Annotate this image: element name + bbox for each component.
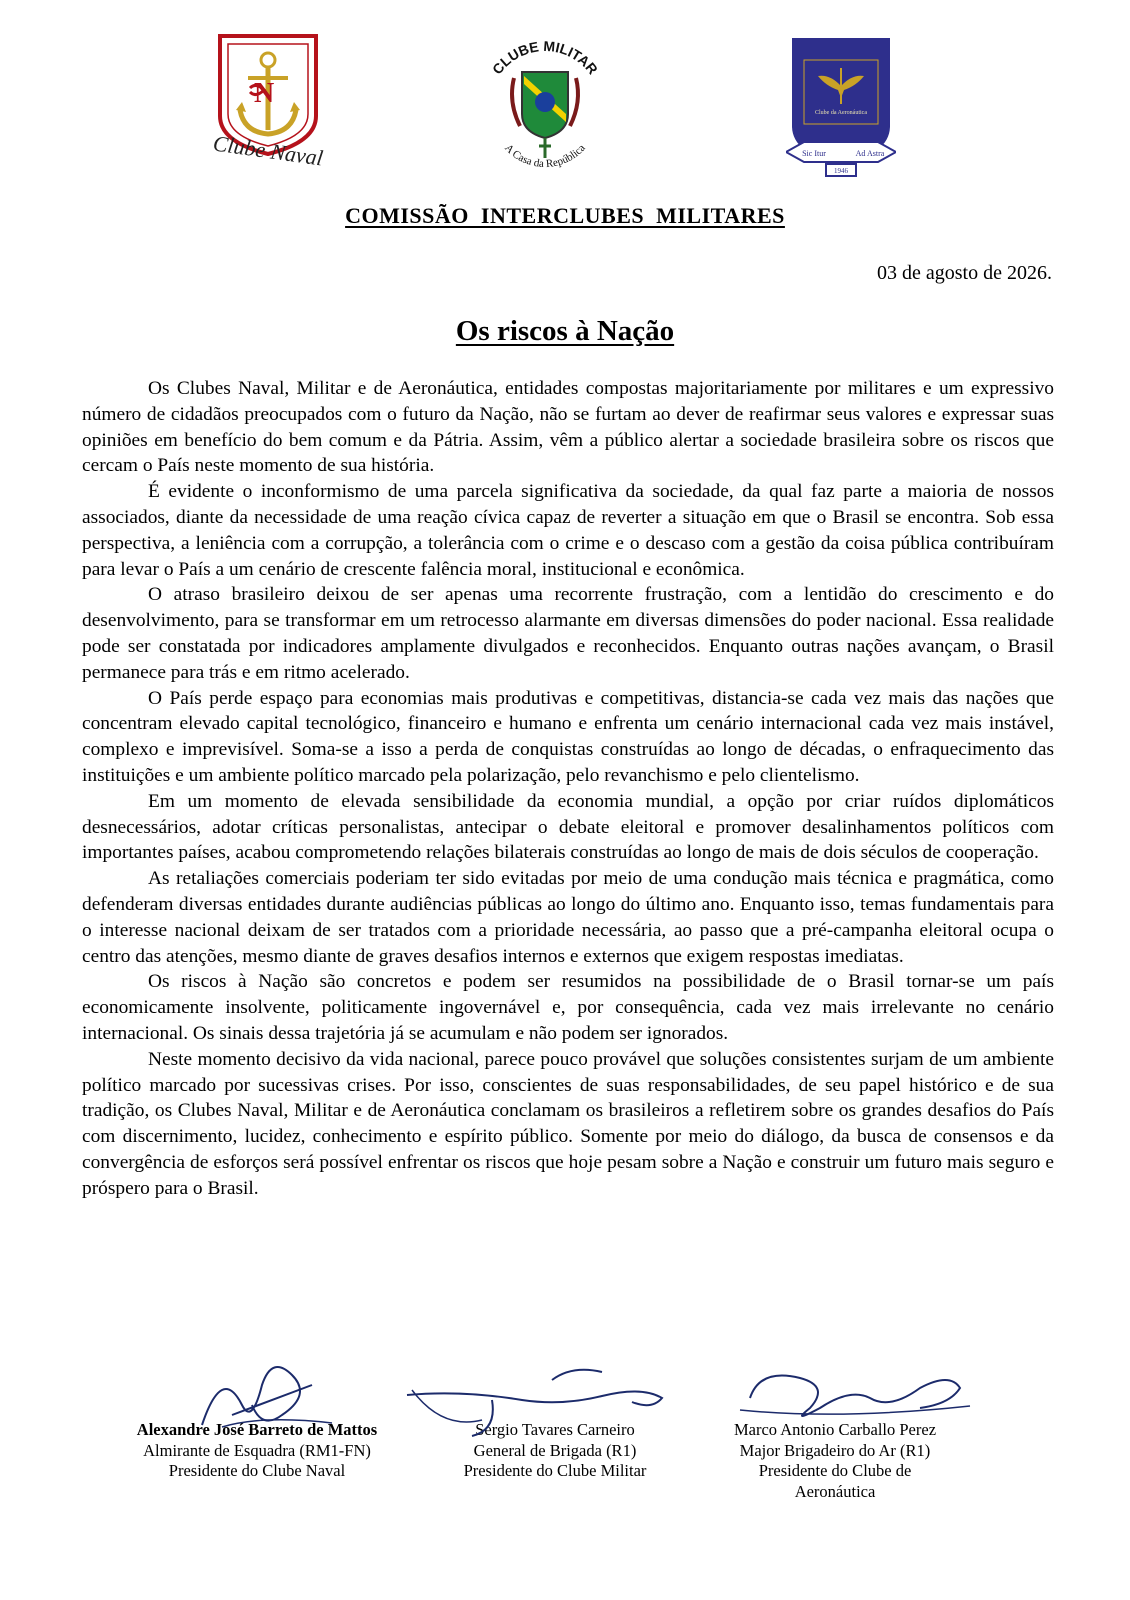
clube-aeronautica-logo	[786, 34, 896, 184]
paragraph-1: Os Clubes Naval, Militar e de Aeronáutica, entidades compostas majoritariamente por militares e um expressivo número de cidadãos preocupados com o futuro da Nação, não se furtam ao dever de reafirmar seus valores e expressar suas opiniões em benefício do bem comum e da Pátria. Assim, vêm a público alertar a sociedade brasileira sobre os riscos que cercam o País neste momento de sua história.	[82, 378, 1054, 477]
svg-text:Ad Astra: Ad Astra	[855, 149, 885, 158]
svg-text:A Casa da República: A Casa da República	[502, 142, 588, 171]
paragraph-3: O atraso brasileiro deixou de ser apenas uma recorrente frustração, com a lentidão do crescimento e do desenvolvimento, para se transformar em um retrocesso alarmante em diversas dimensões do poder nacional. Essa realidade pode ser constatada por indicadores amplamente divulgados e reconhecidos. Enquanto outras nações avançam, o Brasil permanece para trás e em ritmo acelerado.	[82, 584, 1054, 683]
paragraph-6: As retaliações comerciais poderiam ter sido evitadas por meio de uma condução mais técnica e pragmática, como defenderam diversas entidades durante audiências públicas ao longo do último ano. Enquanto isso, temas fundamentais para o interesse nacional deixam de ser tratados com a prioridade necessária, ao passo que a pré-campanha eleitoral ocupa o centro das atenções, mesmo diante de graves desafios internos e externos que exigem respostas imediatas.	[82, 868, 1054, 967]
svg-text:1946: 1946	[834, 167, 848, 175]
svg-text:Clube da Aeronáutica: Clube da Aeronáutica	[815, 110, 867, 116]
signer-role: Presidente do Clube de	[758, 1461, 912, 1480]
commission-heading: COMISSÃO INTERCLUBES MILITARES	[345, 203, 785, 228]
signature-militar	[430, 1420, 680, 1482]
signer-role: Presidente do Clube Naval	[168, 1461, 346, 1480]
signer-role-continued: Aeronáutica	[794, 1481, 876, 1501]
signature-block	[0, 1350, 1130, 1590]
signature-naval	[122, 1420, 392, 1482]
logo-header	[0, 26, 1130, 186]
paragraph-8: Neste momento decisivo da vida nacional, parece pouco provável que soluções consistentes surjam de um ambiente político marcado por sucessivas crises. Por isso, conscientes de suas responsabilidades, de seu papel histórico e de sua tradição, os Clubes Naval, Militar e de Aeronáutica conclamam os brasileiros a refletirem sobre os grandes desafios do País com discernimento, lucidez, conhecimento e espírito público. Somente por meio do diálogo, da busca de consensos e da convergência de esforços será possível enfrentar os riscos que hoje pesam sobre a Nação e construir um futuro mais seguro e próspero para o Brasil.	[82, 1048, 1054, 1199]
signer-role: Presidente do Clube Militar	[463, 1461, 647, 1480]
paragraph-4: O País perde espaço para economias mais produtivas e competitivas, distancia-se cada vez mais das nações que concentram elevado capital tecnológico, financeiro e humano e enfrenta um cenário internacional cada vez mais instável, complexo e imprevisível. Soma-se a isso a perda de conquistas construídas ao longo de décadas, o enfraquecimento das instituições e um ambiente político marcado pela polarização, pelo revanchismo e pelo clientelismo.	[82, 687, 1054, 786]
svg-text:N: N	[254, 78, 275, 109]
svg-text:Sic Itur: Sic Itur	[802, 149, 826, 158]
document-body	[82, 376, 1054, 1202]
signature-aeronautica	[710, 1420, 960, 1502]
clube-militar-shield-icon	[470, 26, 620, 176]
signer-name: Sérgio Tavares Carneiro	[475, 1420, 635, 1439]
document-title: Os riscos à Nação	[455, 315, 675, 347]
clube-aeronautica-wings-icon	[786, 34, 896, 184]
signer-rank: General de Brigada (R1)	[473, 1440, 637, 1460]
clube-naval-label: Clube Naval	[211, 130, 325, 171]
clube-militar-logo	[470, 26, 620, 176]
signer-name: Marco Antonio Carballo Perez	[733, 1420, 937, 1439]
signer-rank: Almirante de Esquadra (RM1-FN)	[143, 1440, 371, 1460]
signer-name: Alexandre José Barreto de Mattos	[136, 1420, 378, 1439]
signer-rank: Major Brigadeiro do Ar (R1)	[739, 1440, 931, 1460]
document-date: 03 de agosto de 2026.	[877, 262, 1052, 284]
svg-text:CLUBE MILITAR: CLUBE MILITAR	[488, 37, 602, 78]
paragraph-5: Em um momento de elevada sensibilidade da economia mundial, a opção por criar ruídos diplomáticos desnecessários, adotar críticas personalistas, antecipar o debate eleitoral e promover desalinhamentos políticos com importantes países, acabou comprometendo relações bilaterais construídas ao longo de mais de dois séculos de cooperação.	[82, 790, 1054, 864]
paragraph-2: É evidente o inconformismo de uma parcela significativa da sociedade, da qual faz parte a maioria de nossos associados, diante da necessidade de uma reação cívica capaz de reverter a situação em que o Brasil se encontra. Sob essa perspectiva, a leniência com a corrupção, a tolerância com o crime e o descaso com a gestão da coisa pública contribuíram para levar o País a um cenário de crescente falência moral, institucional e econômica.	[82, 481, 1054, 580]
paragraph-7: Os riscos à Nação são concretos e podem ser resumidos na possibilidade de o Brasil tornar-se um país economicamente insolvente, politicamente ingovernável e, por consequência, cada vez mais irrelevante no cenário internacional. Os sinais dessa trajetória já se acumulam e não podem ser ignorados.	[82, 971, 1054, 1044]
clube-naval-logo	[198, 30, 338, 180]
